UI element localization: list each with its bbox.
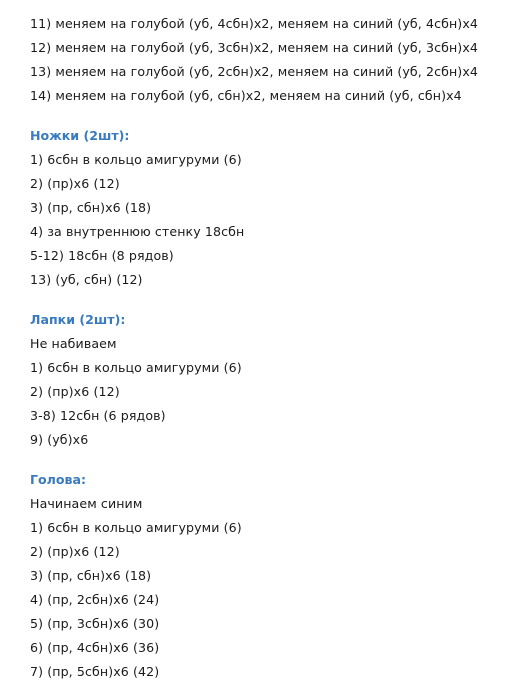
document-page [30,16,500,688]
pattern-row: 9) (уб)х6 [30,432,89,447]
pattern-row: 5-12) 18сбн (8 рядов) [30,248,174,263]
pattern-row: 2) (пр)х6 (12) [30,384,120,399]
pattern-row: 1) 6сбн в кольцо амигуруми (6) [30,360,242,375]
pattern-row: 2) (пр)х6 (12) [30,176,120,191]
pattern-row: 2) (пр)х6 (12) [30,544,120,559]
section-heading-head: Голова: [30,472,87,487]
pattern-row: 3) (пр, сбн)х6 (18) [30,568,152,583]
pattern-row: 3-8) 12сбн (6 рядов) [30,408,166,423]
pattern-row: 7) (пр, 5сбн)х6 (42) [30,664,160,679]
section-spacer [30,456,500,472]
section-heading-legs: Ножки (2шт): [30,128,130,143]
section-spacer [30,296,500,312]
pattern-row: 1) 6сбн в кольцо амигуруми (6) [30,152,242,167]
pattern-row: 13) меняем на голубой (уб, 2сбн)х2, меняем на синий (уб, 2сбн)х4 [30,64,478,79]
section-heading-paws: Лапки (2шт): [30,312,126,327]
pattern-row: 5) (пр, 3сбн)х6 (30) [30,616,160,631]
pattern-row: 4) за внутреннюю стенку 18сбн [30,224,245,239]
pattern-row: 13) (уб, сбн) (12) [30,272,143,287]
pattern-row: 3) (пр, сбн)х6 (18) [30,200,152,215]
pattern-row: Начинаем синим [30,496,143,511]
pattern-row: 11) меняем на голубой (уб, 4сбн)х2, меняем на синий (уб, 4сбн)х4 [30,16,478,31]
pattern-row: 4) (пр, 2сбн)х6 (24) [30,592,160,607]
pattern-row: Не набиваем [30,336,117,351]
pattern-row: 1) 6сбн в кольцо амигуруми (6) [30,520,242,535]
pattern-row: 6) (пр, 4сбн)х6 (36) [30,640,160,655]
pattern-row: 14) меняем на голубой (уб, сбн)х2, меняем на синий (уб, сбн)х4 [30,88,462,103]
pattern-row: 12) меняем на голубой (уб, 3сбн)х2, меняем на синий (уб, 3сбн)х4 [30,40,478,55]
section-spacer [30,112,500,128]
